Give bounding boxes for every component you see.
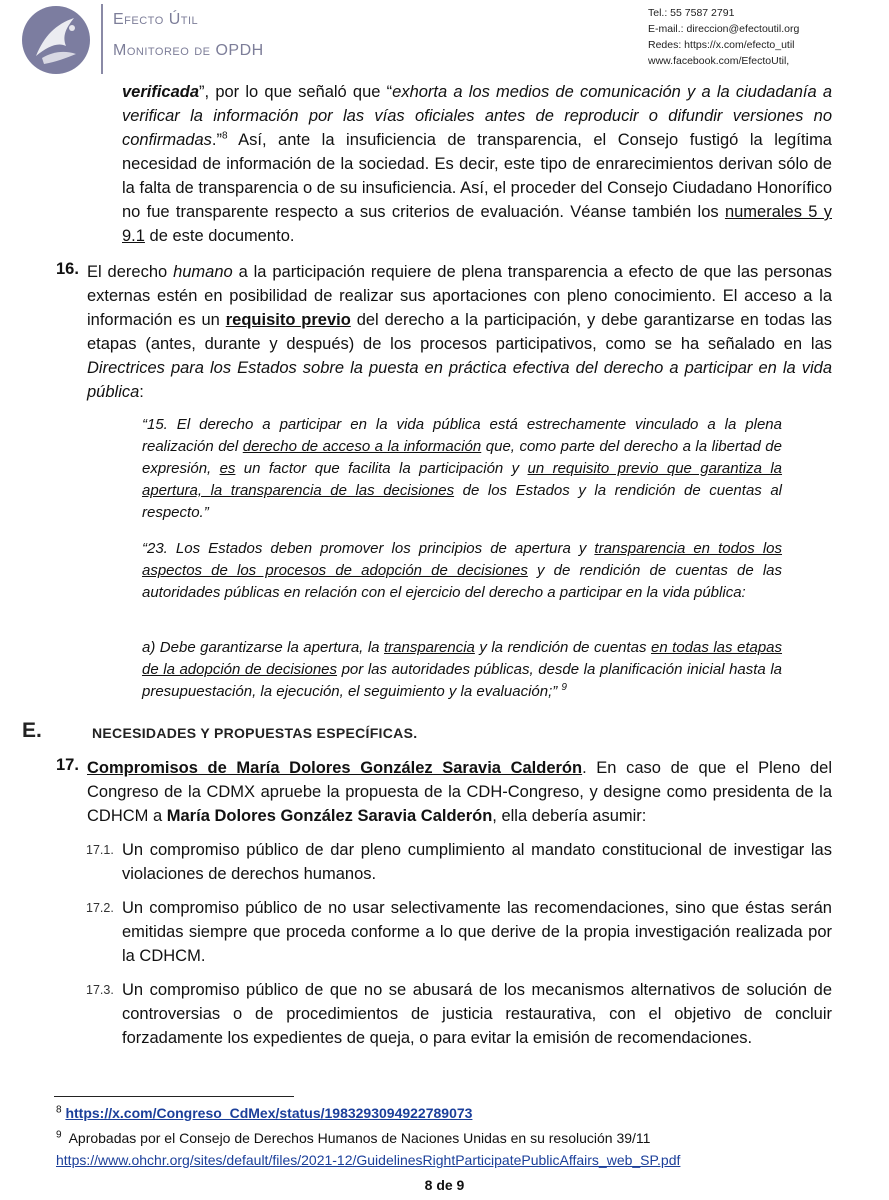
text-italic: humano (173, 263, 233, 281)
underlined-text: transparencia (383, 639, 475, 656)
section-title: NECESIDADES Y PROPUESTAS ESPECÍFICAS. (92, 725, 418, 741)
contact-facebook: www.facebook.com/EfectoUtil, (648, 55, 790, 67)
text: a la participación requiere de plena transparencia a efecto de que las personas externas estén en posibilidad de realizar sus aportaciones con pleno conocimiento. El acceso a la información es un (87, 263, 832, 329)
paragraph-number-17: 17. (56, 756, 79, 774)
paragraph-number-16: 16. (56, 260, 79, 278)
footnote-8 (56, 1104, 832, 1123)
quote-23-a (142, 637, 782, 703)
underlined-text: es (219, 460, 236, 477)
item-text: Un compromiso público de dar pleno cumplimiento al mandato constitucional de investigar las violaciones de derechos humanos. (122, 841, 832, 883)
dove-logo-icon (22, 6, 90, 74)
item-number: 17.2. (86, 901, 114, 915)
footnote-text: Aprobadas por el Consejo de Derechos Humanos de Naciones Unidas en su resolución 39/11 (68, 1130, 651, 1146)
text: , ella debería asumir: (492, 807, 647, 825)
item-number: 17.1. (86, 843, 114, 857)
contact-phone: Tel.: 55 7587 2791 (648, 7, 735, 19)
footnote-9-url (56, 1151, 832, 1170)
brand-name: Efecto Útil (113, 11, 199, 28)
paragraph-17 (87, 756, 832, 828)
quote-15 (142, 414, 782, 524)
quote-23 (142, 538, 782, 604)
item-text: Un compromiso público de que no se abusará de los mecanismos alternativos de solución de controversias o de procedimientos de justicia restaurativa, con el objetivo de concluir forzadamente los expedientes de queja, o para evitar la emisión de recomendaciones. (122, 981, 832, 1047)
text: ”, por lo que señaló que “ (199, 83, 393, 101)
paragraph-16 (87, 260, 832, 404)
underlined-text: transparencia en todos los aspectos de los procesos de adopción de decisiones (142, 540, 782, 579)
text: . En caso de que el Pleno del Congreso de la CDMX apruebe la propuesta de la CDH-Congreso, y designe como presidenta de la CDHCM a (87, 759, 832, 825)
text: un factor que facilita la participación y (235, 460, 528, 477)
contact-social-x: Redes: https://x.com/efecto_util (648, 39, 795, 51)
underlined-text: un requisito previo que garantiza la apertura, la transparencia de las decisiones (142, 460, 783, 499)
item-text: Un compromiso público de no usar selectivamente las recomendaciones, sino que éstas serán emitidas siempre que proceda conforme a lo que derive de la propia investigación realizada por la CDHCM. (122, 899, 832, 965)
footnote-ref-8[interactable]: 8 (221, 130, 228, 142)
text: El derecho (87, 263, 174, 281)
footnote-ref-9[interactable]: 9 (561, 682, 567, 693)
footnote-9-link[interactable]: https://www.ohchr.org/sites/default/files/2021-12/GuidelinesRightParticipatePublicAffairs_web_SP.pdf (56, 1152, 681, 1168)
intro-paragraph (122, 80, 832, 248)
text: “23. Los Estados deben promover los principios de apertura y (142, 540, 595, 557)
text: por las autoridades públicas, desde la planificación inicial hasta la presupuestación, la ejecución, el seguimiento y la evaluación;” (142, 661, 782, 700)
section-letter: E. (22, 719, 42, 742)
footnote-9 (56, 1129, 832, 1148)
list-item (122, 896, 832, 968)
text: : (139, 383, 144, 401)
footnote-8-link[interactable]: https://x.com/Congreso_CdMex/status/1983293094922789073 (65, 1105, 473, 1121)
header-divider (101, 4, 103, 74)
page-number: 8 de 9 (424, 1177, 465, 1193)
text: “15. El derecho a participar en la vida pública está estrechamente vinculado a la plena realización del (142, 416, 782, 455)
text: Así, ante la insuficiencia de transparencia, el Consejo fustigó la legítima necesidad de información de la sociedad. Es decir, este tipo de enrarecimientos derivan sólo de la falta de transparencia o de su insuficiencia. Así, el proceder del Consejo Ciudadano Honorífico no fue transparente respecto a sus criterios de evaluación. Véanse también los (122, 131, 832, 221)
footnote-mark: 9 (56, 1129, 62, 1141)
contact-info (648, 5, 799, 69)
footnote-mark: 8 (56, 1104, 62, 1116)
text: .” (211, 131, 222, 149)
emphasis-requisito-previo: requisito previo (225, 311, 351, 329)
text: a) Debe garantizarse la apertura, la (142, 639, 384, 656)
directrices-title: Directrices para los Estados sobre la puesta en práctica efectiva del derecho a participar en la vida pública (87, 359, 832, 401)
text: y la rendición de cuentas (474, 639, 651, 656)
text: del derecho a la participación, y debe garantizarse en todas las etapas (antes, durante y después) de los procesos participativos, como se ha señalado en las (87, 311, 832, 353)
item-number: 17.3. (86, 983, 114, 997)
text: de los Estados y la rendición de cuentas al respecto.” (142, 482, 783, 521)
contact-email: E-mail.: direccion@efectoutil.org (648, 23, 800, 35)
underlined-text: en todas las etapas de la adopción de decisiones (142, 639, 783, 678)
commitments-heading: Compromisos de María Dolores González Saravia Calderón (87, 759, 583, 777)
quoted-statement: exhorta a los medios de comunicación y a la ciudadanía a verificar la información por las vías oficiales antes de reproducir o difundir versiones no confirmadas (122, 83, 832, 149)
bold-word: verificada (122, 83, 200, 101)
text: que, como parte del derecho a la libertad de expresión, (142, 438, 782, 477)
candidate-name: María Dolores González Saravia Calderón (166, 807, 493, 825)
footnote-separator (54, 1096, 294, 1097)
underlined-text: derecho de acceso a la información (242, 438, 482, 455)
brand-subtitle: Monitoreo de OPDH (113, 42, 264, 59)
text: y de rendición de cuentas de las autoridades públicas en relación con el ejercicio del derecho a participar en la vida pública: (142, 562, 782, 601)
numerales-link[interactable]: numerales 5 y 9.1 (122, 203, 832, 245)
list-item (122, 978, 832, 1050)
text: de este documento. (144, 227, 295, 245)
list-item (122, 838, 832, 886)
